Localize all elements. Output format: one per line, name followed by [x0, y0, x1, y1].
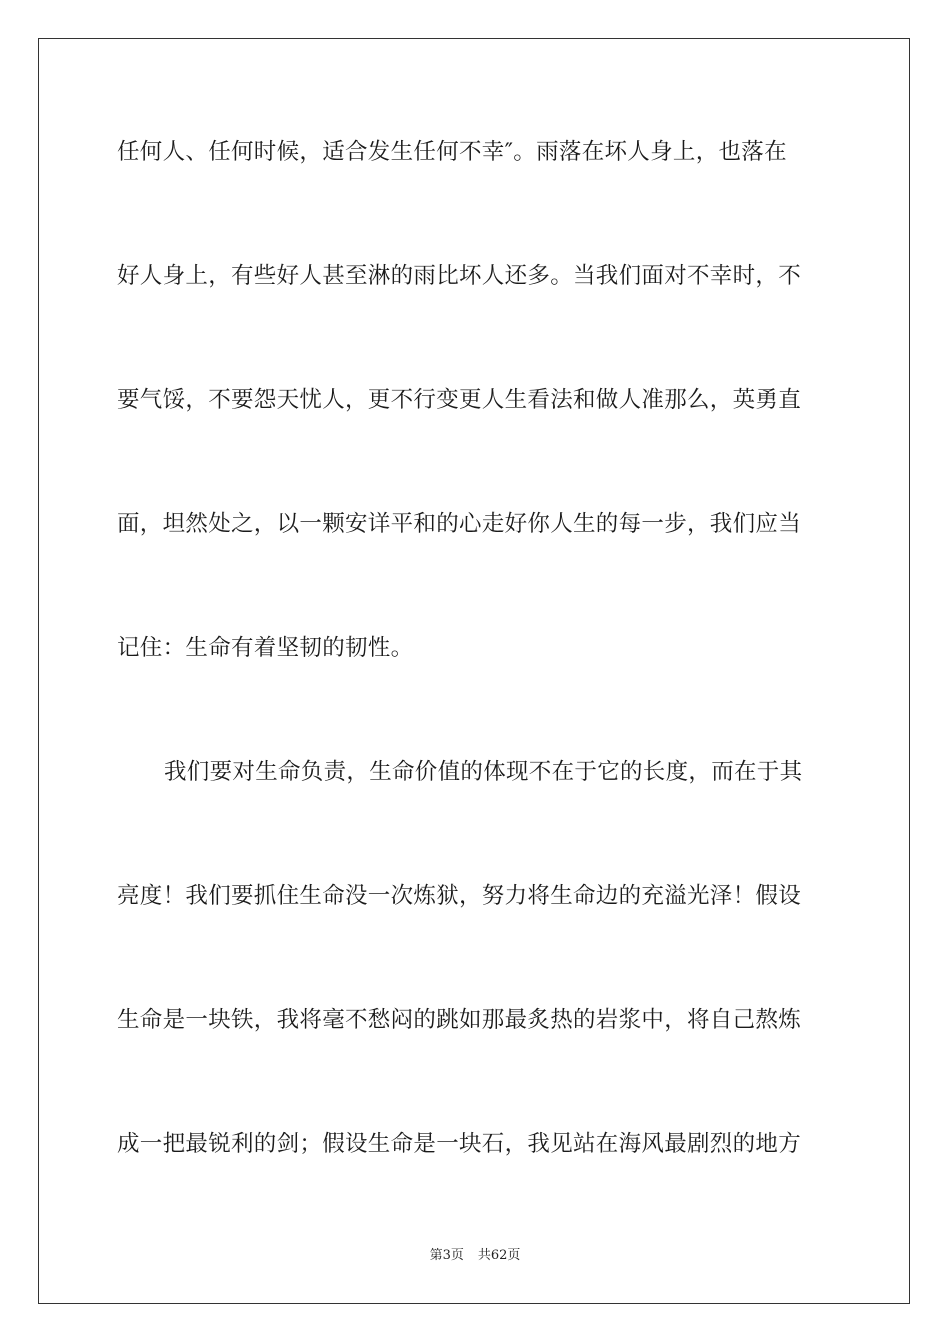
page-footer [0, 1247, 950, 1265]
page-number: 第3页 [429, 1248, 464, 1263]
paragraph-line: 成一把最锐利的剑；假设生命是一块石，我见站在海风最剧烈的地方 [117, 1131, 802, 1157]
paragraph-line: 记住：生命有着坚韧的韧性。 [117, 635, 414, 661]
paragraph-line: 我们要对生命负责，生命价值的体现不在于它的长度，而在于其 [164, 759, 803, 785]
paragraph-line: 好人身上，有些好人甚至淋的雨比坏人还多。当我们面对不幸时，不 [117, 263, 802, 289]
page-frame [38, 38, 910, 1304]
paragraph-line: 任何人、任何时候，适合发生任何不幸″。雨落在坏人身上，也落在 [117, 139, 787, 165]
paragraph-line: 面，坦然处之，以一颗安详平和的心走好你人生的每一步，我们应当 [117, 511, 802, 537]
paragraph-line: 生命是一块铁，我将毫不愁闷的跳如那最炙热的岩浆中，将自己熬炼 [117, 1007, 802, 1033]
paragraph-line: 亮度！我们要抓住生命没一次炼狱，努力将生命边的充溢光泽！假设 [117, 883, 802, 909]
page-total: 共62页 [477, 1248, 521, 1263]
paragraph-line: 要气馁，不要怨天忧人，更不行变更人生看法和做人准那么，英勇直 [117, 387, 802, 413]
